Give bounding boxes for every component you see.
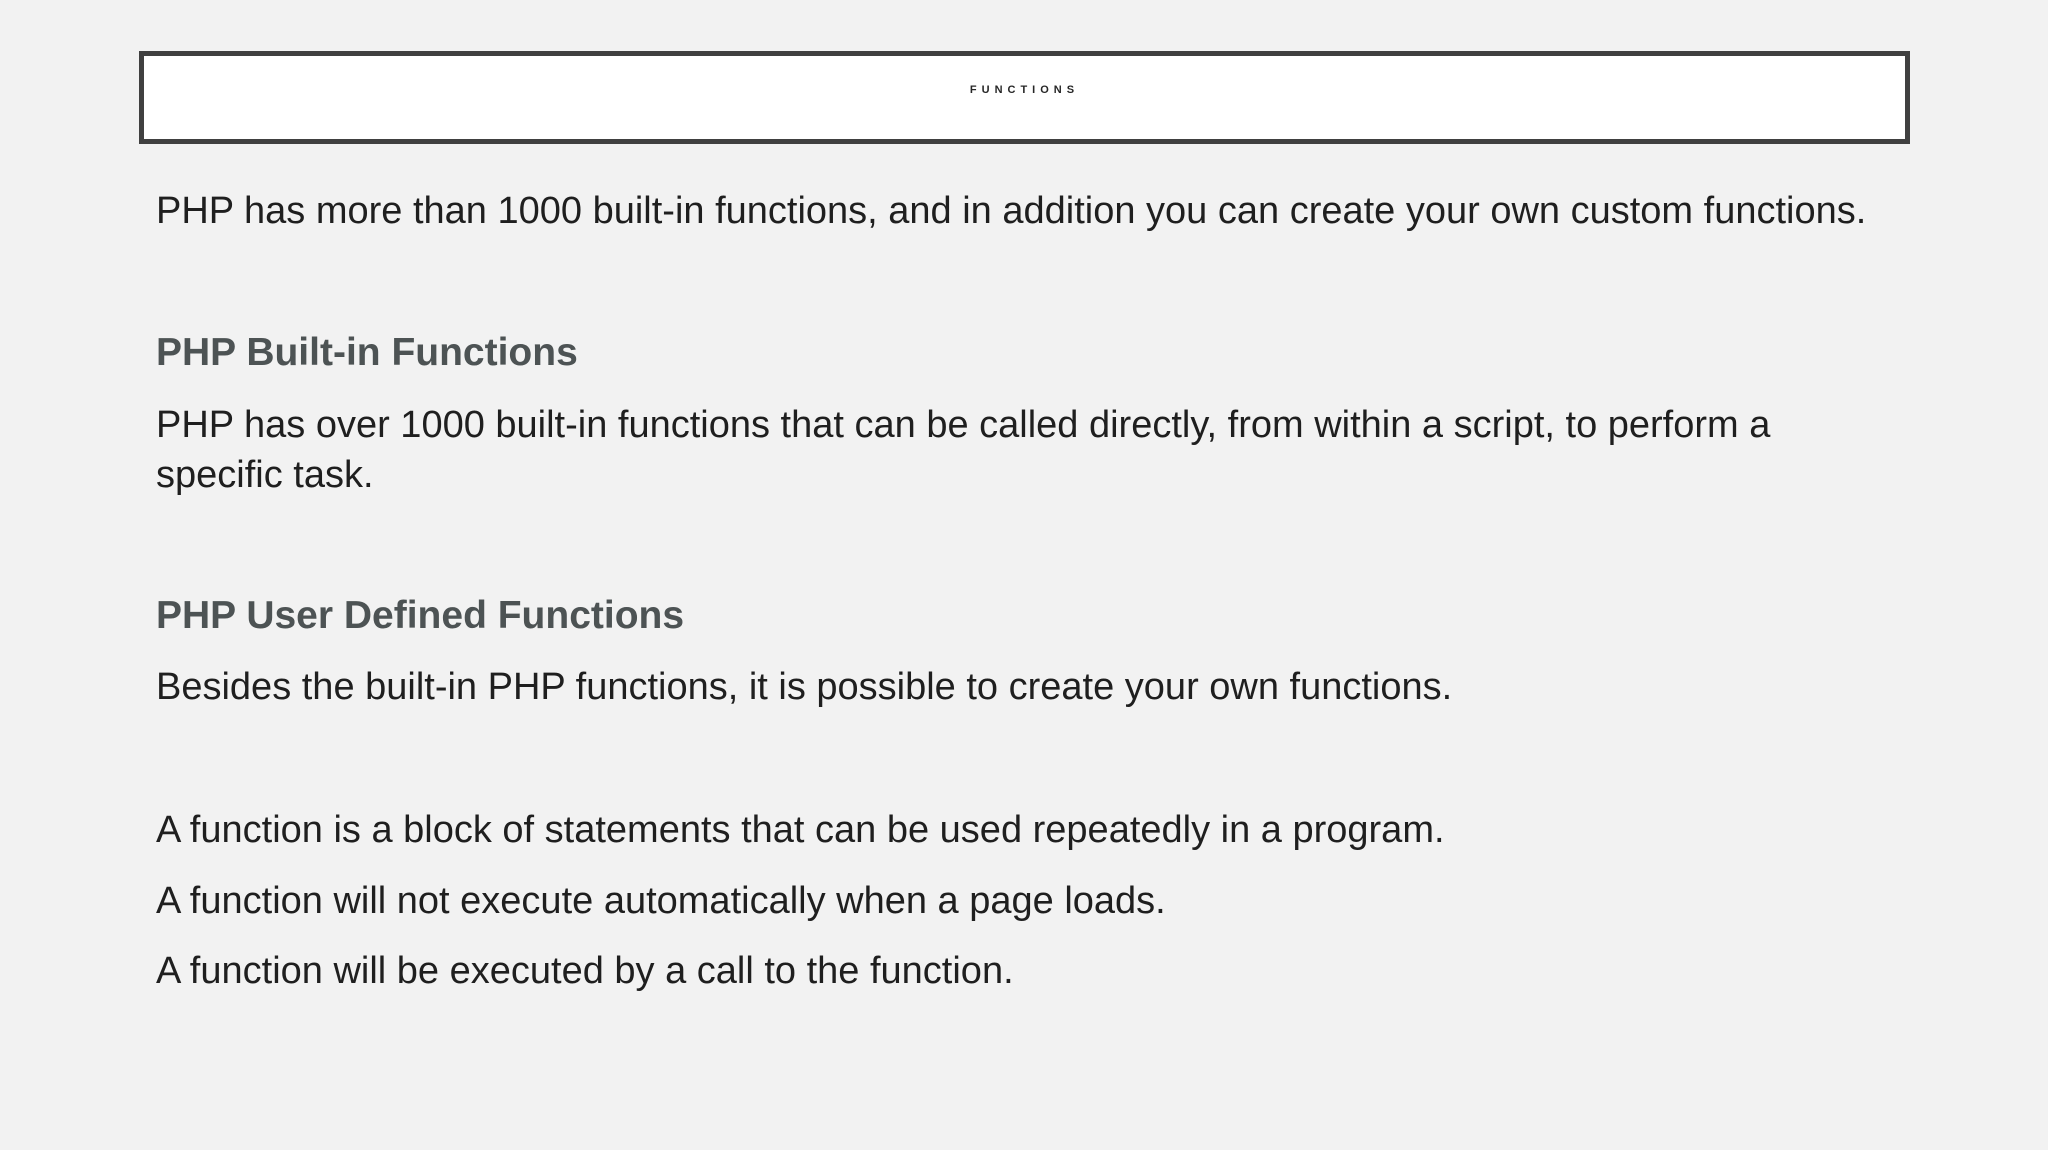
section-heading-built-in: PHP Built-in Functions <box>156 331 578 374</box>
point-item: A function is a block of statements that can be used repeatedly in a program. <box>156 809 1445 851</box>
section-heading-user-defined: PHP User Defined Functions <box>156 594 685 637</box>
section-body-built-in: PHP has over 1000 built-in functions that can be called directly, from within a script, to perform a specific task. <box>156 404 1771 496</box>
intro-paragraph: PHP has more than 1000 built-in functions, and in addition you can create your own custom functions. <box>156 190 1867 232</box>
point-item: A function will not execute automatically when a page loads. <box>156 880 1166 922</box>
slide-title-box <box>139 51 1910 144</box>
point-item: A function will be executed by a call to the function. <box>156 950 1014 992</box>
section-body-user-defined: Besides the built-in PHP functions, it is possible to create your own functions. <box>156 666 1453 708</box>
slide-title: FUNCTIONS <box>969 83 1080 96</box>
